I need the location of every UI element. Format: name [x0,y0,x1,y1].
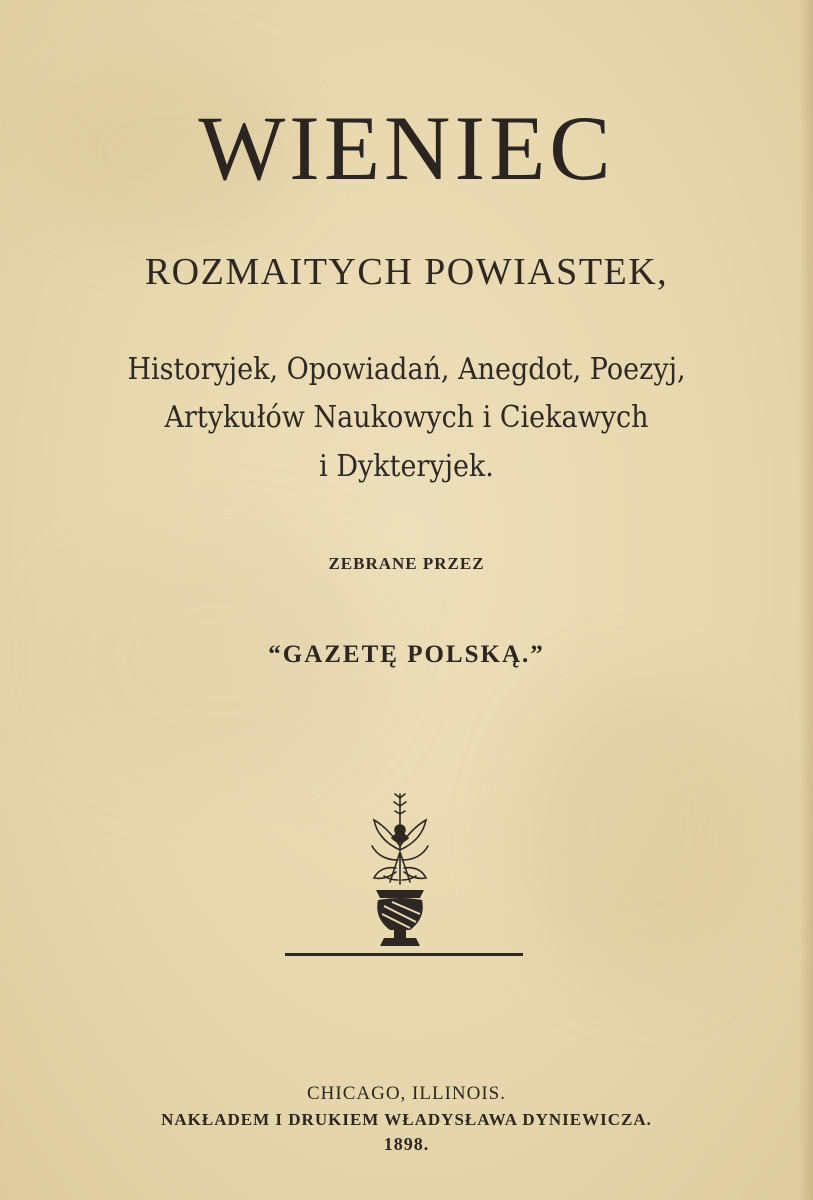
imprint-year: 1898. [383,1134,430,1154]
description-line: Historyjek, Opowiadań, Anegdot, Poezyj, [127,352,686,387]
imprint-printer: NAKŁADEM I DRUKIEM WŁADYSŁAWA DYNIEWICZA. [161,1110,652,1129]
horizontal-rule [285,953,523,956]
description-line: Artykułów Naukowych i Ciekawych [164,400,649,435]
paper-stain [520,680,760,980]
imprint-city: CHICAGO, ILLINOIS. [306,1083,506,1104]
collector-name: “GAZETĘ POLSKĄ.” [268,641,545,668]
book-subtitle: ROZMAITYCH POWIASTEK, [144,251,669,293]
description-line: i Dykteryjek. [319,449,494,484]
book-title: WIENIEC [198,97,615,199]
vase-with-flowers-icon [340,790,460,955]
collected-by-label: ZEBRANE PRZEZ [328,554,485,573]
